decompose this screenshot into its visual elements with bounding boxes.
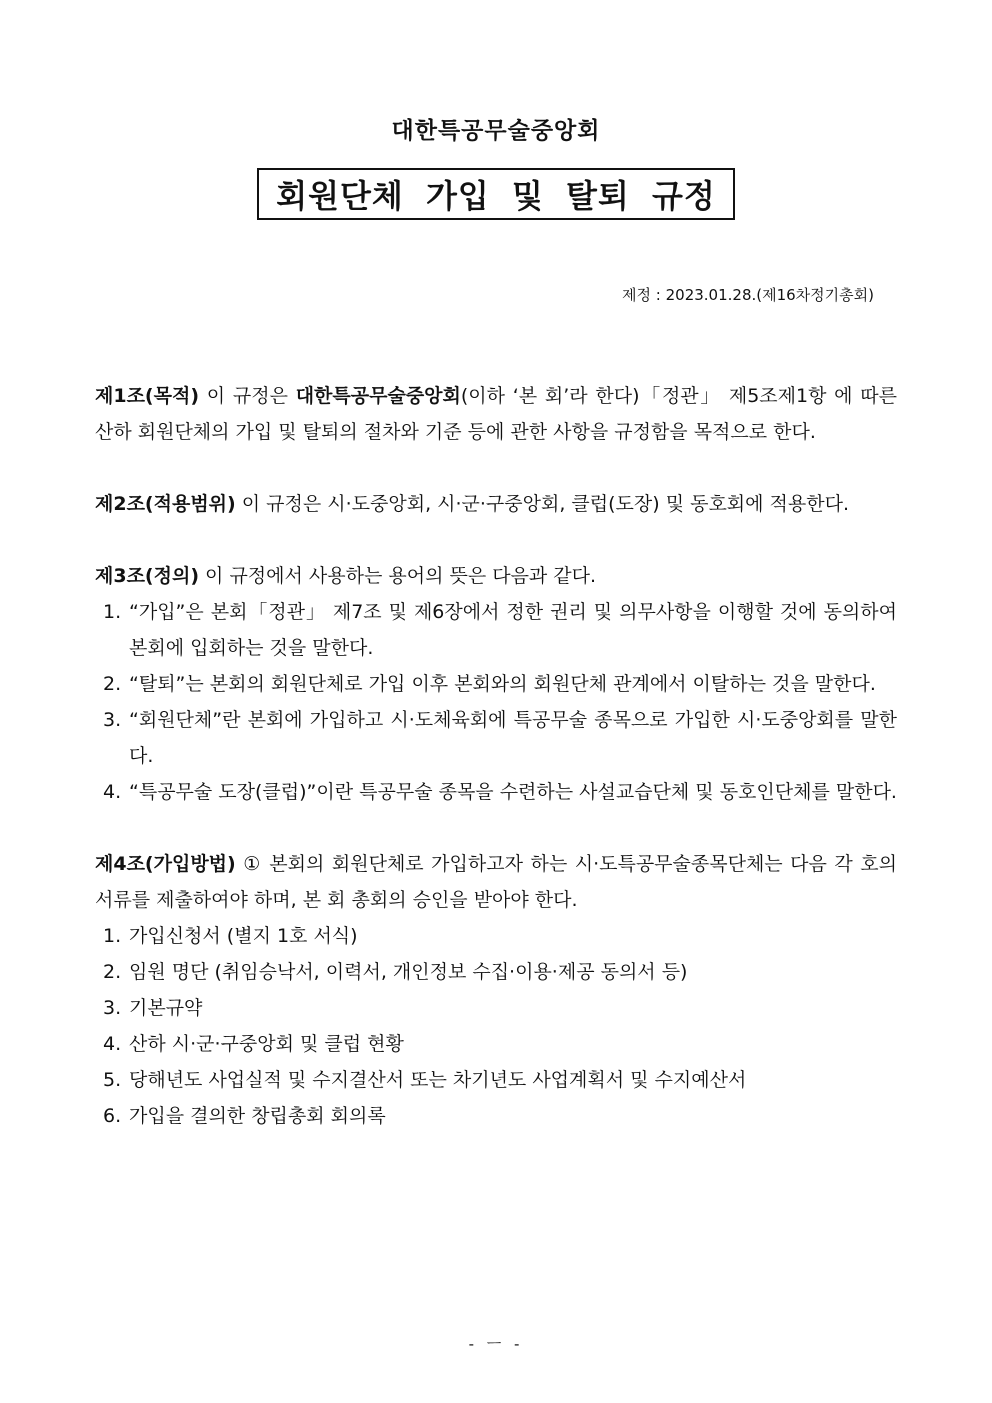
article-2-heading: 제2조(적용범위) <box>95 493 236 515</box>
list-item-number: 2. <box>103 673 122 695</box>
article-4-list <box>95 918 897 1134</box>
organization-name: 대한특공무술중앙회 <box>391 118 601 144</box>
list-item <box>95 954 897 990</box>
article-1-text-b: (이하 ‘본 회’라 한다)「정관」 제5조제1항 에 따른 산하 회원단체의 가입 및 탈퇴의 절차와 기준 등에 관한 사항을 규정함을 목적으로 한다. <box>95 385 898 443</box>
article-3-heading: 제3조(정의) <box>95 565 200 587</box>
article-4-text: ① 본회의 회원단체로 가입하고자 하는 시·도특공무술종목단체는 다음 각 호의 서류를 제출하여야 하며, 본 회 총회의 승인을 받아야 한다. <box>95 853 897 911</box>
article-2-text: 이 규정은 시·도중앙회, 시·군·구중앙회, 클럽(도장) 및 동호회에 적용한다. <box>235 493 850 515</box>
list-item-number: 5. <box>103 1069 122 1091</box>
list-item-number: 4. <box>103 781 122 803</box>
article-4 <box>95 846 897 1134</box>
list-item-text: “가입”은 본회「정관」 제7조 및 제6장에서 정한 권리 및 의무사항을 이행할 것에 동의하여 본회에 입회하는 것을 말한다. <box>129 601 897 659</box>
list-item-number: 2. <box>103 961 122 983</box>
list-item-number: 3. <box>103 709 122 731</box>
list-item-text: 당해년도 사업실적 및 수지결산서 또는 차기년도 사업계획서 및 수지예산서 <box>129 1069 747 1091</box>
list-item-text: 가입신청서 (별지 1호 서식) <box>129 925 358 947</box>
article-1 <box>95 378 897 450</box>
article-2-paragraph <box>95 486 897 522</box>
list-item-text: “회원단체”란 본회에 가입하고 시·도체육회에 특공무술 종목으로 가입한 시·도중앙회를 말한다. <box>129 709 897 767</box>
list-item <box>95 918 897 954</box>
article-3 <box>95 558 897 810</box>
list-item <box>95 990 897 1026</box>
document-body <box>95 378 897 1170</box>
article-4-heading: 제4조(가입방법) <box>95 853 236 875</box>
article-1-heading: 제1조(목적) <box>95 385 200 407</box>
list-item-number: 3. <box>103 997 122 1019</box>
list-item-text: 임원 명단 (취임승낙서, 이력서, 개인정보 수집·이용·제공 동의서 등) <box>129 961 688 983</box>
page-marker: - ㅡ - <box>468 1335 524 1353</box>
list-item <box>95 1026 897 1062</box>
list-item-number: 1. <box>103 925 122 947</box>
article-3-list <box>95 594 897 810</box>
list-item-text: “특공무술 도장(클럽)”이란 특공무술 종목을 수련하는 사설교습단체 및 동호인단체를 말한다. <box>129 781 897 803</box>
article-1-org-name: 대한특공무술중앙회 <box>295 385 461 407</box>
list-item <box>95 594 897 666</box>
list-item-number: 6. <box>103 1105 122 1127</box>
article-3-text: 이 규정에서 사용하는 용어의 뜻은 다음과 같다. <box>199 565 597 587</box>
list-item-text: 산하 시·군·구중앙회 및 클럽 현황 <box>129 1033 404 1055</box>
list-item <box>95 1098 897 1134</box>
list-item-text: “탈퇴”는 본회의 회원단체로 가입 이후 본회와의 회원단체 관계에서 이탈하는 것을 말한다. <box>129 673 876 695</box>
list-item <box>95 1062 897 1098</box>
list-item <box>95 774 897 810</box>
list-item <box>95 702 897 774</box>
list-item-number: 4. <box>103 1033 122 1055</box>
enactment-date: 제정 : 2023.01.28.(제16차정기총회) <box>622 286 874 304</box>
title-box <box>257 168 735 220</box>
article-2 <box>95 486 897 522</box>
article-1-paragraph <box>95 378 897 450</box>
list-item-text: 가입을 결의한 창립총회 회의록 <box>129 1105 386 1127</box>
document-title: 회원단체 가입 및 탈퇴 규정 <box>276 177 716 215</box>
list-item-text: 기본규약 <box>129 997 203 1019</box>
article-3-paragraph <box>95 558 897 594</box>
article-4-paragraph <box>95 846 897 918</box>
list-item-number: 1. <box>103 601 122 623</box>
list-item <box>95 666 897 702</box>
article-1-text-a: 이 규정은 <box>199 385 296 407</box>
